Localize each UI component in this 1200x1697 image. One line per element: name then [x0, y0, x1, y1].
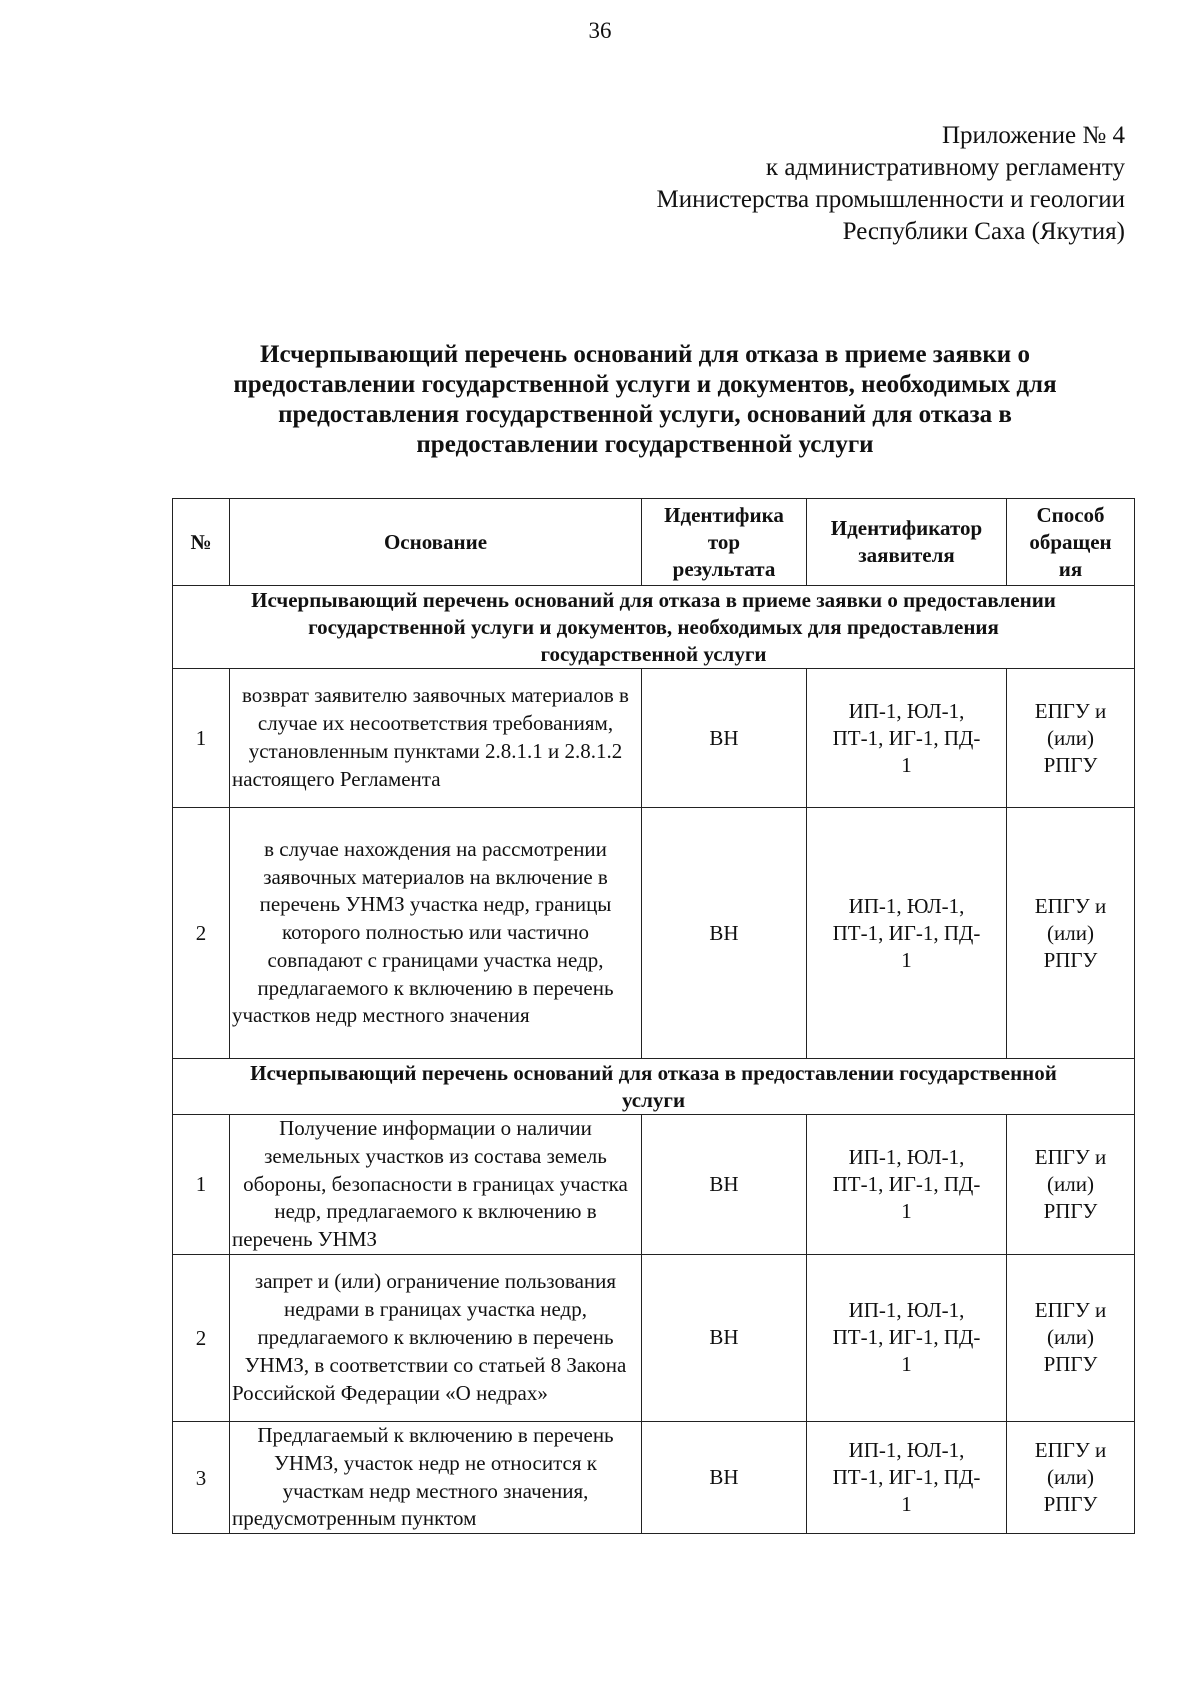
section-header-row [173, 1059, 1135, 1115]
title-line: предоставлении государственной услуги и документов, необходимых для [233, 371, 1057, 398]
header-applicant-id: Идентификатор заявителя [807, 499, 1007, 586]
row-method: ЕПГУ и (или) РПГУ [1007, 669, 1135, 808]
table-row [173, 1421, 1135, 1533]
row-applicant-id: ИП-1, ЮЛ-1, ПТ-1, ИГ-1, ПД- 1 [807, 1421, 1007, 1533]
row-applicant-id: ИП-1, ЮЛ-1, ПТ-1, ИГ-1, ПД- 1 [807, 1115, 1007, 1255]
row-applicant-id: ИП-1, ЮЛ-1, ПТ-1, ИГ-1, ПД- 1 [807, 1254, 1007, 1421]
row-applicant-id: ИП-1, ЮЛ-1, ПТ-1, ИГ-1, ПД- 1 [807, 808, 1007, 1059]
table-row [173, 669, 1135, 808]
table-header-row [173, 499, 1135, 586]
appendix-line: Республики Саха (Якутия) [842, 218, 1125, 245]
appendix-note [656, 120, 1125, 248]
section-title: Исчерпывающий перечень оснований для отказа в приеме заявки о предоставлении государственной услуги и документов, необходимых для предоставления государственной услуги [173, 586, 1135, 669]
row-number: 1 [173, 1115, 230, 1255]
table-row [173, 1115, 1135, 1255]
header-result-id: Идентифика тор результата [642, 499, 807, 586]
row-basis: возврат заявителю заявочных материалов в случае их несоответствия требованиям, установленным пунктами 2.8.1.1 и 2.8.1.2 настоящего Регламента [230, 669, 642, 808]
header-method: Способ обращен ия [1007, 499, 1135, 586]
table-row [173, 1254, 1135, 1421]
section-header-row [173, 586, 1135, 669]
row-basis: запрет и (или) ограничение пользования недрами в границах участка недр, предлагаемого к включению в перечень УНМЗ, в соответствии со статьей 8 Закона Российской Федерации «О недрах» [230, 1254, 642, 1421]
header-number: № [173, 499, 230, 586]
row-method: ЕПГУ и (или) РПГУ [1007, 1115, 1135, 1255]
row-result-id: ВН [642, 1115, 807, 1255]
row-method: ЕПГУ и (или) РПГУ [1007, 808, 1135, 1059]
row-number: 2 [173, 1254, 230, 1421]
section-title: Исчерпывающий перечень оснований для отказа в предоставлении государственной услуги [173, 1059, 1135, 1115]
grounds-table [172, 498, 1135, 1534]
appendix-line: к административному регламенту [765, 154, 1125, 181]
title-line: Исчерпывающий перечень оснований для отказа в приеме заявки о [260, 341, 1030, 368]
title-line: предоставлении государственной услуги [416, 431, 874, 458]
row-basis: Получение информации о наличии земельных участков из состава земель обороны, безопасности в границах участка недр, предлагаемого к включению в перечень УНМЗ [230, 1115, 642, 1255]
row-result-id: ВН [642, 808, 807, 1059]
header-basis: Основание [230, 499, 642, 586]
table-row [173, 808, 1135, 1059]
row-result-id: ВН [642, 669, 807, 808]
row-applicant-id: ИП-1, ЮЛ-1, ПТ-1, ИГ-1, ПД- 1 [807, 669, 1007, 808]
row-basis: Предлагаемый к включению в перечень УНМЗ, участок недр не относится к участкам недр местного значения, предусмотренным пунктом [230, 1421, 642, 1533]
row-result-id: ВН [642, 1254, 807, 1421]
row-number: 3 [173, 1421, 230, 1533]
document-title [160, 340, 1130, 460]
row-method: ЕПГУ и (или) РПГУ [1007, 1421, 1135, 1533]
page-number: 36 [588, 18, 612, 43]
row-number: 1 [173, 669, 230, 808]
appendix-line: Министерства промышленности и геологии [656, 186, 1125, 213]
row-number: 2 [173, 808, 230, 1059]
appendix-line: Приложение № 4 [941, 122, 1125, 149]
row-method: ЕПГУ и (или) РПГУ [1007, 1254, 1135, 1421]
title-line: предоставления государственной услуги, оснований для отказа в [278, 401, 1012, 428]
row-result-id: ВН [642, 1421, 807, 1533]
row-basis: в случае нахождения на рассмотрении заявочных материалов на включение в перечень УНМЗ участка недр, границы которого полностью или частично совпадают с границами участка недр, предлагаемого к включению в перечень участков недр местного значения [230, 808, 642, 1059]
